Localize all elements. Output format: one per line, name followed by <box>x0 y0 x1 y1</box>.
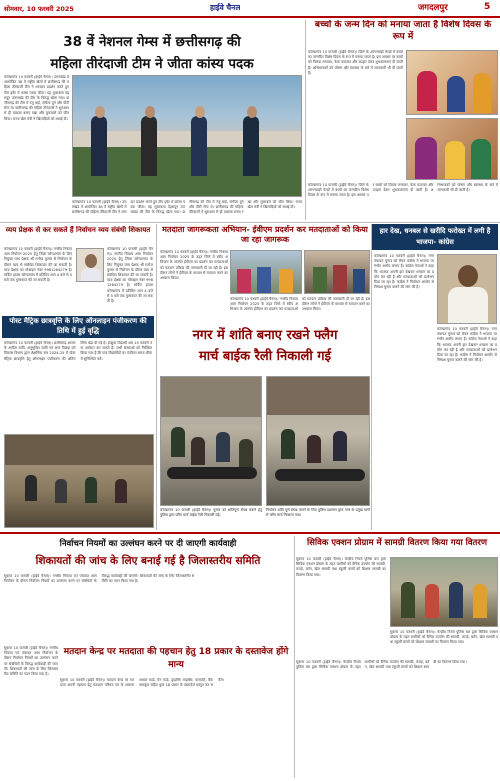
page-number: 5 <box>484 2 491 12</box>
camp-headline: सिविक एक्शन प्रोग्राम में सामग्री वितरण किया गया वितरण <box>306 538 488 548</box>
channel-label: हाईवे चैनल <box>210 3 241 12</box>
congress-leader-photo <box>437 254 497 324</box>
birthday-body-cont: कोण्डागांव 10 फरवरी (हाईवे चैनल)। जिले के आंगनबाड़ी केन्द्रों में बच्चों का जन्मदिन विशेष दिवस के रूप में मनाया जाता है। इस अवसर पर बच्चों को तिलक लगाकर, केक काटकर और उपहार देकर शुभकामनाएं दी जाती हैं। अभिभावकों को पोषण और स्वास्थ्य के बारे में जानकारी भी दी जाती है। <box>308 183 498 198</box>
city-label: जगदलपुर <box>418 3 448 13</box>
birthday-body: कोण्डागांव 10 फरवरी (हाईवे चैनल)। जिले के आंगनबाड़ी केन्द्रों में बच्चों का जन्मदिन विशेष दिवस के रूप में मनाया जाता है। इस अवसर पर बच्चों को तिलक लगाकर, केक काटकर और उपहार देकर शुभकामनाएं दी जाती हैं। अभिभावकों को पोषण और स्वास्थ्य के बारे में जानकारी भी दी जाती है। <box>308 50 403 75</box>
archery-headline-2: महिला तीरंदाजी टीम ने जीता कांस्य पदक <box>50 56 254 72</box>
camp-body-right: सुकमा 10 फरवरी (हाईवे चैनल)। केन्द्रीय रिजर्व पुलिस बल द्वारा सिविक एक्शन प्रोग्राम के तहत ग्रामीणों को दैनिक उपयोग की सामग्री, कपड़े, बर्तन, खेल सामग्री तथा स्कूली बच्चों को शिक्षण सामग्री का वितरण किया गया। <box>390 630 498 645</box>
rally-caption-1: कोण्डागांव 10 फरवरी (हाईवे चैनल)। चुनाव को शांतिपूर्ण संपन्न कराने हेतु पुलिस द्वारा फ्लैग मार्च बाईक रैली निकाली गई। <box>160 508 262 517</box>
column-rule-2 <box>305 20 306 220</box>
masthead <box>0 0 500 18</box>
svep-headline: मतदाता जागरूकता अभियान- ईवीएम प्रदर्शन कर मतदाताओं को किया जा रहा जागरूक <box>162 225 368 244</box>
date-label: सोमवार, 10 फरवरी 2025 <box>4 5 74 13</box>
camp-photo-1 <box>390 557 498 627</box>
svep-body-cont: कोण्डागांव 10 फरवरी (हाईवे चैनल)। नगरीय निकाय आम निर्वाचन 2025 के तहत जिले में स्वीप अभियान के अंतर्गत ईवीएम का प्रदर्शन कर मतदाताओं को मतदान प्रक्रिया की जानकारी दी जा रही है। इस दौरान लोगों ने ईवीएम के माध्यम से मतदान करने का अभ्यास किया। <box>230 297 370 312</box>
svep-body: कोण्डागांव 10 फरवरी (हाईवे चैनल)। नगरीय निकाय आम निर्वाचन 2025 के तहत जिले में स्वीप अभियान के अंतर्गत ईवीएम का प्रदर्शन कर मतदाताओं को मतदान प्रक्रिया की जानकारी दी जा रही है। इस दौरान लोगों ने ईवीएम के माध्यम से मतदान करने का अभ्यास किया। <box>160 250 228 281</box>
observer-photo <box>76 248 104 282</box>
birthday-photo-2 <box>406 118 498 180</box>
birthday-headline: बच्चों के जन्म दिन को मनाया जाता है विशेष दिवस के रूप में <box>314 20 492 42</box>
column-rule-1 <box>156 224 157 530</box>
rally-headline-1: नगर में शांति बनाए रखने फ्लैग <box>192 328 338 343</box>
column-rule-3 <box>371 224 372 530</box>
complaint-body-cont: सुकमा 10 फरवरी (हाईवे चैनल)। नगरीय निकाय एवं पंचायत आम निर्वाचन के दौरान निर्वाचन नियमों का उल्लंघन करने पर संबंधितों के विरुद्ध कार्यवाही की जाएगी। शिकायतों की जांच के लिए जिलास्तरीय समिति का गठन किया गया है। <box>4 646 58 677</box>
rally-photo-1 <box>160 376 262 506</box>
archery-team-photo <box>72 75 302 197</box>
congress-body-cont: कोण्डागांव 10 फरवरी (हाईवे चैनल)। नगर पंचायत चुनाव को लेकर कांग्रेस ने भाजपा पर गंभीर आरोप लगाए हैं। कांग्रेस नेताओं ने कहा कि भाजपा अपनी हार देखकर धनबल का प्रयोग कर रही है और मतदाताओं को प्रलोभन दिया जा रहा है। कांग्रेस ने निर्वाचन आयोग से निष्पक्ष चुनाव कराने की मांग की है। <box>437 327 497 363</box>
row-rule-1 <box>0 222 500 223</box>
expenditure-body: कोण्डागांव 10 फरवरी (हाईवे चैनल)। नगरीय निकाय आम निर्वाचन 2025 हेतु जिला कोण्डागांव के लिए नियुक्त व्यय प्रेक्षक श्री मनोज कुमार से निर्वाचन के दौरान व्यय से संबंधित शिकायत की जा सकती है। व्यय प्रेक्षक का मोबाइल नंबर 9981264279 है। सर्किट हाउस कोण्डागांव में प्रतिदिन शाम 4 बजे से 5 बजे तक मुलाकात की जा सकती है। <box>4 247 72 283</box>
congress-headline: हार देख, धनबल से खरीदि फरोख्त में लगी है भाजपा- कांग्रेस <box>379 227 491 246</box>
scholarship-body: कोण्डागांव 10 फरवरी (हाईवे चैनल)। छत्तीसगढ़ शासन के आदिम जाति, अनुसूचित जाति एवं अन्य पिछड़ा वर्ग विकास विभाग द्वारा शैक्षणिक सत्र 2024-25 में पोस्ट मैट्रिक छात्रवृत्ति हेतु ऑनलाइन पंजीकरण की अंतिम तिथि बढ़ा दी गई है। इच्छुक विद्यार्थी अब 15 फरवरी तक आवेदन कर सकते हैं। सभी संस्थाओं को निर्देशित किया गया है कि पात्र विद्यार्थियों का पंजीयन समय सीमा में सुनिश्चित करें। <box>4 341 152 361</box>
complaint-headline-2: शिकायतों की जांच के लिए बनाई गई है जिलास्तरीय समिति <box>35 555 261 567</box>
complaint-body: सुकमा 10 फरवरी (हाईवे चैनल)। नगरीय निकाय एवं पंचायत आम निर्वाचन के दौरान निर्वाचन नियमों का उल्लंघन करने पर संबंधितों के विरुद्ध कार्यवाही की जाएगी। शिकायतों की जांच के लिए जिलास्तरीय समिति का गठन किया गया है। <box>4 574 195 584</box>
identity-headline: मतदान केन्द्र पर मतदाता की पहचान हेतु 18 प्रकार के दस्तावेज होंगे मान्य <box>63 647 289 670</box>
evm-photo-1 <box>230 250 302 294</box>
rally-caption-2: निर्वाचन शांति पूर्ण संपन्न कराने के लिए पुलिस प्रशासन द्वारा नगर के प्रमुख मार्गों से फ्लैग मार्च निकाला गया। <box>266 508 370 517</box>
rally-headline-2: मार्च बाईक रैली निकाली गई <box>199 349 331 364</box>
camp-body: सुकमा 10 फरवरी (हाईवे चैनल)। केन्द्रीय रिजर्व पुलिस बल द्वारा सिविक एक्शन प्रोग्राम के तहत ग्रामीणों को दैनिक उपयोग की सामग्री, कपड़े, बर्तन, खेल सामग्री तथा स्कूली बच्चों को शिक्षण सामग्री का वितरण किया गया। <box>296 557 386 577</box>
section-divider <box>0 532 500 534</box>
archery-headline-1: 38 वें नेशनल गेम्स में छत्तीसगढ़ की <box>63 34 241 50</box>
archery-body: कोण्डागांव 10 फरवरी (हाईवे चैनल)। उत्तराखंड में आयोजित 38 वें राष्ट्रीय खेलों में छत्तीसगढ़ की महिला तीरंदाजी टीम ने शानदार प्रदर्शन करते हुए टीम इवेंट में कांस्य पदक जीता। यह मुकाबला देहरादून उत्तराखंड की टीम के विरुद्ध खेला गया। छत्तीसगढ़ की टीम में रंजू बाई, संगीता दुर्ग और पीटी सेन्ट थे। छत्तीसगढ़ की महिला तीरंदाजों ने शुरुआत से ही दबदबा बनाए रखा और मुकाबले को जीत लिया। राज्य खेल मंत्री ने खिलाड़ियों को बधाई दी। <box>4 75 69 121</box>
archery-body-cont: कोण्डागांव 10 फरवरी (हाईवे चैनल)। उत्तराखंड में आयोजित 38 वें राष्ट्रीय खेलों में छत्तीसगढ़ की महिला तीरंदाजी टीम ने शानदार प्रदर्शन करते हुए टीम इवेंट में कांस्य पदक जीता। यह मुकाबला देहरादून उत्तराखंड की टीम के विरुद्ध खेला गया। छत्तीसगढ़ की टीम में रंजू बाई, संगीता दुर्ग और पीटी सेन्ट थे। छत्तीसगढ़ की महिला तीरंदाजों ने शुरुआत से ही दबदबा बनाए रखा और मुकाबले को जीत लिया। राज्य खेल मंत्री ने खिलाड़ियों को बधाई दी। <box>72 200 302 215</box>
column-rule-4 <box>294 536 295 778</box>
scholarship-headline: पोस्ट मैट्रिक छात्रवृत्ति के लिए ऑनलाइन पंजीकरण की तिथि में हुई वृद्धि <box>9 317 147 335</box>
birthday-photo-1 <box>406 50 498 115</box>
expenditure-headline: व्यय प्रेक्षक से कर सकते हैं निर्वाचन व्यय संबंधी शिकायत <box>5 226 151 234</box>
camp-body-cont: सुकमा 10 फरवरी (हाईवे चैनल)। केन्द्रीय रिजर्व पुलिस बल द्वारा सिविक एक्शन प्रोग्राम के तहत ग्रामीणों को दैनिक उपयोग की सामग्री, कपड़े, बर्तन, खेल सामग्री तथा स्कूली बच्चों को शिक्षण सामग्री का वितरण किया गया। <box>296 660 467 670</box>
market-photo <box>4 434 154 528</box>
complaint-headline-1: निर्वाचन नियमों का उल्लंघन करने पर दी जाएगी कार्यवाही <box>59 539 237 549</box>
evm-photo-2 <box>304 250 370 294</box>
congress-body: कोण्डागांव 10 फरवरी (हाईवे चैनल)। नगर पंचायत चुनाव को लेकर कांग्रेस ने भाजपा पर गंभीर आरोप लगाए हैं। कांग्रेस नेताओं ने कहा कि भाजपा अपनी हार देखकर धनबल का प्रयोग कर रही है और मतदाताओं को प्रलोभन दिया जा रहा है। कांग्रेस ने निर्वाचन आयोग से निष्पक्ष चुनाव कराने की मांग की है। <box>374 254 434 290</box>
rally-photo-2 <box>266 376 370 506</box>
expenditure-body-2: कोण्डागांव 10 फरवरी (हाईवे चैनल)। नगरीय निकाय आम निर्वाचन 2025 हेतु जिला कोण्डागांव के लिए नियुक्त व्यय प्रेक्षक श्री मनोज कुमार से निर्वाचन के दौरान व्यय से संबंधित शिकायत की जा सकती है। व्यय प्रेक्षक का मोबाइल नंबर 9981264279 है। सर्किट हाउस कोण्डागांव में प्रतिदिन शाम 4 बजे से 5 बजे तक मुलाकात की जा सकती है। <box>107 247 153 304</box>
identity-body: सुकमा 10 फरवरी (हाईवे चैनल)। मतदान केन्द्र पर मतदाता अपनी पहचान हेतु मतदाता परिचय पत्र के अलावा आधार कार्ड, पैन कार्ड, ड्राइविंग लाइसेंस, पासपोर्ट, बैंक पासबुक सहित कुल 18 प्रकार के दस्तावेज प्रस्तुत कर सकेंगे। <box>60 678 225 688</box>
